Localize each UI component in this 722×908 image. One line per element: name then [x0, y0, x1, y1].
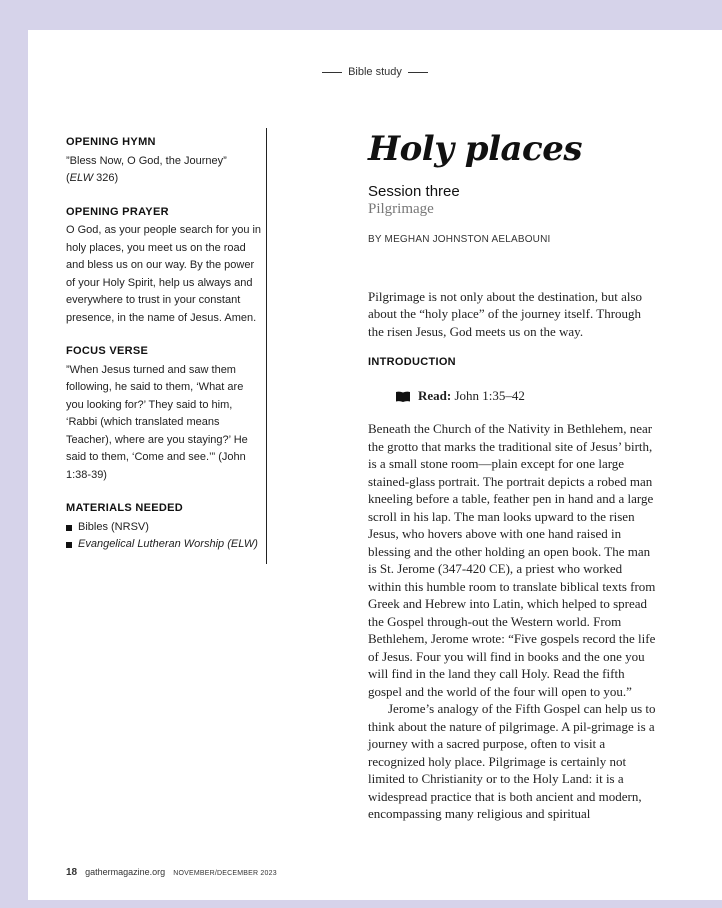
- section-header: [28, 66, 722, 78]
- opening-prayer-section: [66, 204, 262, 328]
- materials-heading: MATERIALS NEEDED: [66, 502, 184, 514]
- focus-verse-heading: FOCUS VERSE: [66, 345, 149, 357]
- focus-verse-section: [66, 343, 262, 484]
- introduction-heading: INTRODUCTION: [368, 356, 456, 368]
- opening-hymn-heading: OPENING HYMN: [66, 136, 156, 148]
- column-divider: [266, 128, 267, 564]
- section-label: Bible study: [348, 66, 402, 78]
- site-url: gathermagazine.org: [85, 867, 166, 877]
- hymn-number: 326: [96, 172, 115, 184]
- read-ref: John 1:35–42: [454, 388, 525, 403]
- list-item: Evangelical Lutheran Worship (ELW): [66, 536, 262, 554]
- opening-prayer-heading: OPENING PRAYER: [66, 205, 169, 218]
- body-paragraph: Jerome’s analogy of the Fifth Gospel can help us to think about the nature of pilgrimage. A pil-grimage is a journey with a sacred purpose, often to visit a recognized holy place. Pilgrimage is certainly not limited to Christianity or to the Holy Land: it is a widespread practice that is both ancient and modern, encompassing many religious and spiritual: [368, 701, 656, 821]
- page-number: 18: [66, 867, 78, 878]
- magazine-page: [28, 30, 722, 900]
- session-label: Session three: [368, 182, 460, 200]
- article: [368, 128, 658, 823]
- header-rule-right: [408, 72, 428, 73]
- book-icon: [396, 391, 410, 402]
- opening-prayer-text: O God, as your people search for you in holy places, you meet us on the road and bless us on our way. By the power of your Holy Spirit, help us always and everywhere to trust in your constant presence, in the name of Jesus. Amen.: [66, 224, 262, 324]
- sidebar: [66, 134, 262, 570]
- materials-list: [66, 519, 262, 554]
- lede-paragraph: Pilgrimage is not only about the destination, but also about the “holy place” of the journey itself. Through the risen Jesus, God meets us on the way.: [368, 288, 643, 339]
- byline: BY MEGHAN JOHNSTON AELABOUNI: [368, 233, 551, 245]
- issue-date: NOVEMBER/DECEMBER 2023: [173, 870, 277, 877]
- article-body: [368, 420, 658, 823]
- header-rule-left: [322, 72, 342, 73]
- list-item: Bibles (NRSV): [66, 519, 262, 537]
- materials-section: [66, 500, 262, 554]
- opening-hymn-section: [66, 134, 262, 188]
- read-label: Read:: [418, 388, 452, 403]
- hymn-title: ”Bless Now, O God, the Journey”: [66, 154, 227, 167]
- reading-reference: [368, 388, 658, 404]
- focus-verse-text: ”When Jesus turned and saw them following, he said to them, ‘What are you looking for?’ They said to him, ‘Rabbi (which translated means Teacher), where are you staying?’ He said to them, ‘Come and see.’” (John 1:38-39): [66, 363, 248, 481]
- article-subtitle: Pilgrimage: [368, 200, 434, 217]
- body-paragraph: Beneath the Church of the Nativity in Bethlehem, near the grotto that marks the traditional site of Jesus’ birth, is a small stone room—plain except for one large stained-glass portrait. The portrait depicts a robed man kneeling before a table, feather pen in hand and a large scroll in his lap. The man looks upward to the risen Jesus, who hovers above with one hand raised in blessing and the other holding an open book. The man is St. Jerome (347-420 CE), a priest who worked within this humble room to translate biblical texts from Greek and Hebrew into Latin, which helped to spread the Gospel through-out the Western world. From Bethlehem, Jerome wrote: “Five gospels record the life of Jesus. Four you will find in books and the one you will find in the land they call Holy. Read the fifth gospel and the world of the four will open to you.”: [368, 421, 656, 699]
- opening-hymn-text: ”Bless Now, O God, the Journey” (ELW 326): [66, 154, 227, 184]
- hymn-book: ELW: [69, 172, 94, 184]
- article-title: Holy places: [368, 129, 583, 169]
- page-footer: [66, 867, 277, 878]
